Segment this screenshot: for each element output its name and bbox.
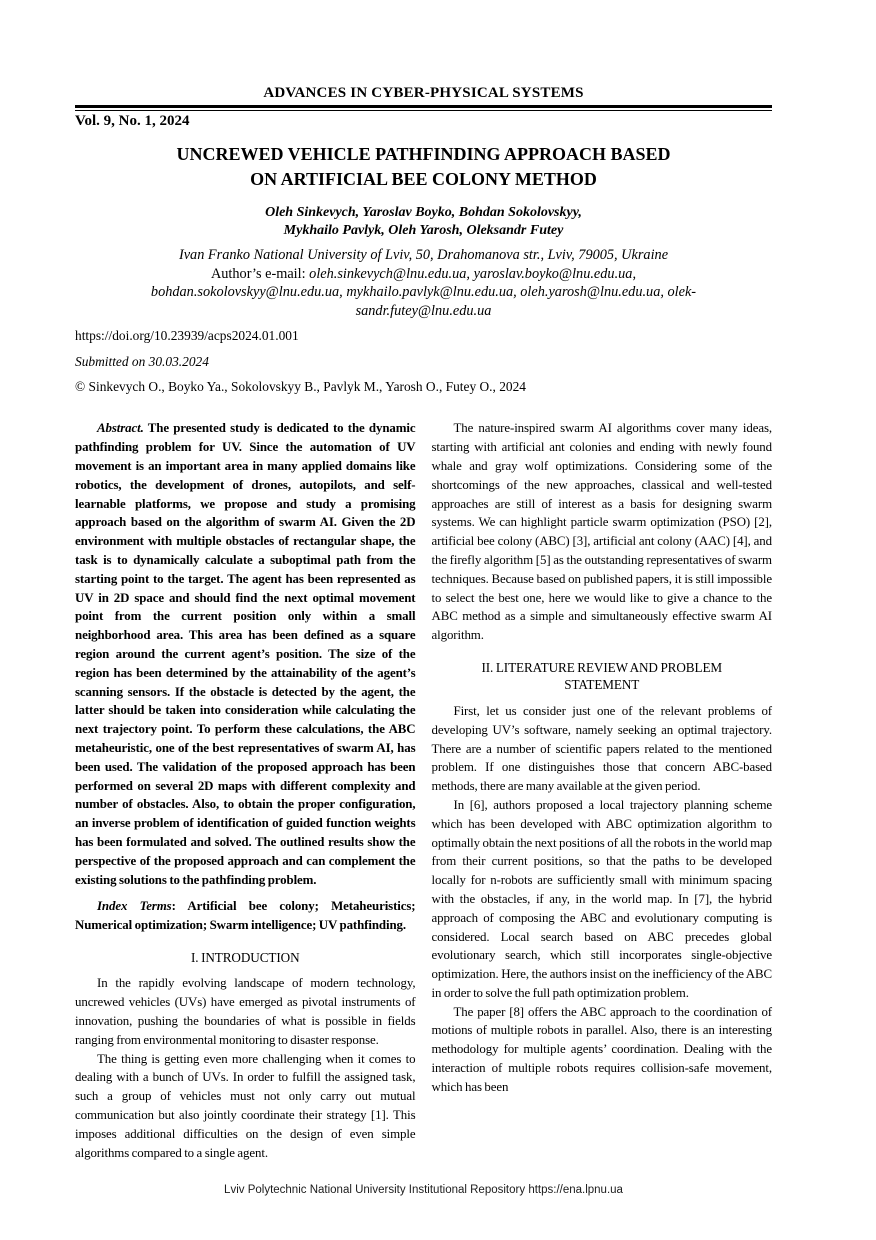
right-column — [432, 419, 773, 1162]
copyright-notice: © Sinkevych O., Boyko Ya., Sokolovskyy B., Pavlyk M., Yarosh O., Futey O., 2024 — [75, 379, 526, 395]
literature-paragraph-3: The paper [8] offers the ABC approach to the coordination of motions of multiple robots in parallel. Also, there is an interesting methodology for multiple agents’ coordination. Dealing with the interaction of multiple robots requires collision-safe movement, which has been — [431, 1004, 772, 1094]
page-content — [75, 0, 772, 1162]
affiliation: Ivan Franko National University of Lviv, 50, Drahomanova str., Lviv, 79005, Ukraine — [178, 247, 669, 263]
abstract-paragraph — [75, 419, 416, 889]
literature-paragraph-2: In [6], authors proposed a local trajectory planning scheme which has been developed with ABC optimization algorithm to optimally obtain the next positions of all the robots in the world map from their current positions, so that the paths to be developed locally for n-robots are sufficiently small with minimum spacing with the obstacles, if any, in the world map. In [7], the hybrid approach of composing the ABC and evolutionary computing is considered. Local search based on ABC precedes global evolutionary search, which still incorporates single-objective optimization. Here, the authors insist on the inefficiency of the ABC in order to solve the full path optimization problem. — [431, 797, 772, 1000]
intro-paragraph-2: The thing is getting even more challenging when it comes to dealing with a bunch of UVs. In order to fulfill the assigned task, such a group of vehicles must not only carry out mutual communication but also jointly coordinate their strategy [1]. This imposes additional difficulties on the design of even simple algorithms compared to a single agent. — [75, 1051, 416, 1160]
authors-line-2: Mykhailo Pavlyk, Oleh Yarosh, Oleksandr Futey — [283, 222, 564, 238]
abstract-label: Abstract. — [97, 421, 144, 436]
section-heading-introduction: I. INTRODUCTION — [190, 949, 300, 965]
submission-date: Submitted on 30.03.2024 — [75, 354, 209, 370]
doi-link[interactable]: https://doi.org/10.23939/acps2024.01.001 — [75, 328, 299, 344]
index-terms-label: Index Terms — [97, 899, 172, 914]
two-column-body — [75, 419, 772, 1162]
index-terms-text: : Artificial bee colony; Metaheuristics; Numerical optimization; Swarm intelligence; UV pathfinding. — [75, 899, 416, 933]
literature-paragraph-1: First, let us consider just one of the relevant problems of developing UV’s software, namely seeking an optimal trajectory. There are a number of scientific papers related to the mentioned problem. If one distinguishes those that concern ABC-based methods, there are many available at the given period. — [431, 703, 772, 794]
paper-title-line-2: ON ARTIFICIAL BEE COLONY METHOD — [250, 169, 597, 189]
authors-line-1: Oleh Sinkevych, Yaroslav Boyko, Bohdan Sokolovskyy, — [265, 205, 582, 220]
authors-block — [75, 204, 772, 239]
intro-paragraph-1: In the rapidly evolving landscape of modern technology, uncrewed vehicles (UVs) have emerged as pivotal instruments of innovation, pushing the boundaries of what is possible in fields ranging from environmental monitoring to disaster response. — [75, 976, 416, 1047]
repository-footer — [75, 1184, 772, 1196]
header-rule — [75, 105, 772, 111]
paper-title — [75, 142, 772, 192]
abstract-text: The presented study is dedicated to the dynamic pathfinding problem for UV. Since the automation of UV movement is an important area in many applied domains like robotics, the development of drones, autopilots, and self-learnable platforms, we propose and study a promising approach based on the algorithm of swarm AI. Given the 2D environment with multiple obstacles of rectangular shape, the task is to dynamically calculate a suboptimal path from the starting point to the target. The agent has been represented as UV in 2D space and should find the next optimal movement point from the current position only within a small neighborhood area. This area has been defined as a square region around the current agent’s position. The size of the region has been determined by the attainability of the agent’s scanning sensors. If the obstacle is detected by the agent, the latter should be taken into consideration while calculating the next trajectory point. To perform these calculations, the ABC metaheuristic, one of the best representatives of swarm AI, has been used. The validation of the proposed approach has been performed on several 2D maps with different complexity and number of obstacles. Also, to obtain the proper configuration, an inverse problem of identification of guided function weights has been formulated and solved. The outlined results show the perspective of the proposed approach and can complement the existing solutions to the pathfinding problem. — [75, 421, 416, 887]
repository-text: Lviv Polytechnic National University Institutional Repository — [224, 1184, 526, 1196]
section-heading-literature-review: II. LITERATURE REVIEW AND PROBLEM STATEMENT — [481, 659, 723, 693]
volume-issue: Vol. 9, No. 1, 2024 — [75, 113, 190, 129]
index-terms-paragraph — [75, 897, 416, 935]
repository-url[interactable]: https://ena.lpnu.ua — [528, 1184, 623, 1196]
email-line-3: sandr.futey@lnu.edu.ua — [355, 302, 492, 319]
left-column — [75, 419, 416, 1162]
email-label: Author’s e-mail: — [210, 265, 306, 282]
affiliation-block — [75, 246, 772, 320]
journal-name: ADVANCES IN CYBER-PHYSICAL SYSTEMS — [263, 85, 584, 101]
email-addresses-1: oleh.sinkevych@lnu.edu.ua, yaroslav.boyko@lnu.edu.ua, — [309, 265, 637, 282]
paper-title-line-1: UNCREWED VEHICLE PATHFINDING APPROACH BASED — [176, 144, 671, 164]
email-line-1 — [75, 265, 772, 284]
article-meta — [75, 328, 772, 395]
swarm-overview-paragraph: The nature-inspired swarm AI algorithms cover many ideas, starting with artificial ant colonies and ending with newly found whale and gray wolf optimizations. Considering some of the shortcomings of the new approaches, classical and well-tested approaches are still of interest as a basis for designing swarm systems. We can highlight particle swarm optimization (PSO) [2], artificial bee colony (ABC) [3], artificial ant colony (AAC) [4], and the firefly algorithm [5] as the outstanding representatives of swarm techniques. Because based on published papers, it is still impossible to select the best one, here we would like to give a chance to the ABC method as a simple and simultaneously effective swarm AI algorithm. — [431, 421, 772, 643]
email-line-2: bohdan.sokolovskyy@lnu.edu.ua, mykhailo.pavlyk@lnu.edu.ua, oleh.yarosh@lnu.edu.ua, olek- — [150, 284, 697, 301]
